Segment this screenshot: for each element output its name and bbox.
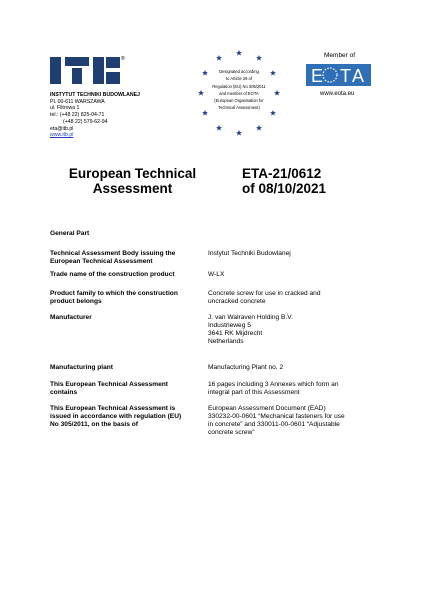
row-value bbox=[208, 405, 383, 437]
value-line: integral part of this Assessment bbox=[208, 389, 300, 396]
label-line: European Technical Assessment bbox=[50, 258, 153, 265]
eota-logo-icon bbox=[306, 64, 371, 86]
seal-line: Designated according bbox=[219, 69, 259, 74]
value-line: Instytut Techniki Budowlanej bbox=[208, 250, 291, 257]
row-label bbox=[50, 290, 190, 306]
label-line: Manufacturing plant bbox=[50, 364, 114, 371]
institute-name: INSTYTUT TECHNIKI BUDOWLANEJ bbox=[50, 92, 140, 98]
value-line: 330232-00-0601 “Mechanical fasteners for use bbox=[208, 413, 345, 420]
svg-text:T: T bbox=[340, 66, 351, 86]
label-line: Technical Assessment Body issuing the bbox=[50, 250, 176, 257]
svg-text:A: A bbox=[352, 66, 365, 86]
title-line: Assessment bbox=[92, 181, 173, 196]
eota-website-link[interactable]: www.eota.eu bbox=[320, 91, 355, 97]
label-line: Trade name of the construction product bbox=[50, 271, 175, 278]
member-of-label: Member of bbox=[324, 52, 356, 59]
row-value bbox=[208, 314, 383, 346]
row-label bbox=[50, 405, 190, 429]
value-line: Concrete screw for use in cracked and bbox=[208, 290, 321, 297]
document-title bbox=[65, 166, 200, 196]
row-label bbox=[50, 271, 190, 279]
value-line: in concrete” and 330011-00-0601 “Adjustable bbox=[208, 421, 340, 428]
label-line: This European Technical Assessment bbox=[50, 381, 168, 388]
label-line: Product family to which the construction bbox=[50, 290, 178, 297]
seal-line: Technical Assessment) bbox=[218, 105, 260, 111]
seal-line: to Article 29 of bbox=[226, 76, 252, 82]
row-value bbox=[208, 381, 383, 397]
label-line: contains bbox=[50, 389, 78, 396]
website-link[interactable]: www.itb.pl bbox=[50, 132, 74, 139]
row-label bbox=[50, 314, 190, 322]
address-line: PL 00-611 WARSZAWA bbox=[50, 98, 105, 105]
label-line: This European Technical Assessment is bbox=[50, 405, 176, 412]
general-part-heading: General Part bbox=[50, 230, 90, 237]
seal-text bbox=[204, 68, 274, 112]
row-value bbox=[208, 364, 383, 372]
value-line: concrete screw” bbox=[208, 429, 255, 436]
address-line: ul. Filtrowa 1 bbox=[50, 105, 80, 112]
svg-text:E: E bbox=[311, 66, 324, 86]
value-line: European Assessment Document (EAD) bbox=[208, 405, 326, 412]
value-line: Industrieweg 5 bbox=[208, 322, 251, 329]
value-line: 3641 RK Mijdrecht bbox=[208, 330, 263, 337]
row-value bbox=[208, 290, 383, 306]
value-line: J. van Walraven Holding B.V. bbox=[208, 314, 293, 321]
eta-number-line: ETA-21/0612 bbox=[242, 166, 322, 181]
value-line: 16 pages including 3 Annexes which form an bbox=[208, 381, 339, 388]
eta-date-line: of 08/10/2021 bbox=[242, 181, 327, 196]
row-value bbox=[208, 271, 383, 279]
label-line: product belongs bbox=[50, 298, 102, 305]
value-line: Manufacturing Plant no. 2 bbox=[208, 364, 284, 371]
eta-number bbox=[242, 166, 326, 196]
row-label bbox=[50, 250, 190, 266]
seal-line: and member of EOTA bbox=[219, 90, 259, 96]
row-value bbox=[208, 250, 383, 258]
label-line: issued in accordance with regulation (EU) bbox=[50, 413, 182, 420]
value-line: Netherlands bbox=[208, 338, 244, 345]
registered-mark: ® bbox=[121, 56, 125, 62]
telephone-line: tel.: (+48 22) 825-04-71 bbox=[50, 112, 105, 119]
itb-logo-icon bbox=[50, 57, 120, 84]
title-line: European Technical bbox=[68, 166, 197, 181]
value-line: W-LX bbox=[208, 271, 225, 278]
label-line: No 305/2011, on the basis of bbox=[50, 421, 138, 428]
email-text: eta@itb.pl bbox=[50, 125, 74, 132]
row-label bbox=[50, 381, 190, 397]
telephone-line-2: (+48 22) 579-62-94 bbox=[63, 118, 108, 125]
value-line: uncracked concrete bbox=[208, 298, 266, 305]
institute-address bbox=[50, 92, 140, 139]
row-label bbox=[50, 364, 190, 372]
label-line: Manufacturer bbox=[50, 314, 92, 321]
seal-line: (European Organisation for bbox=[214, 98, 264, 104]
seal-line: Regulation (EU) No 305/2011 bbox=[212, 83, 266, 89]
